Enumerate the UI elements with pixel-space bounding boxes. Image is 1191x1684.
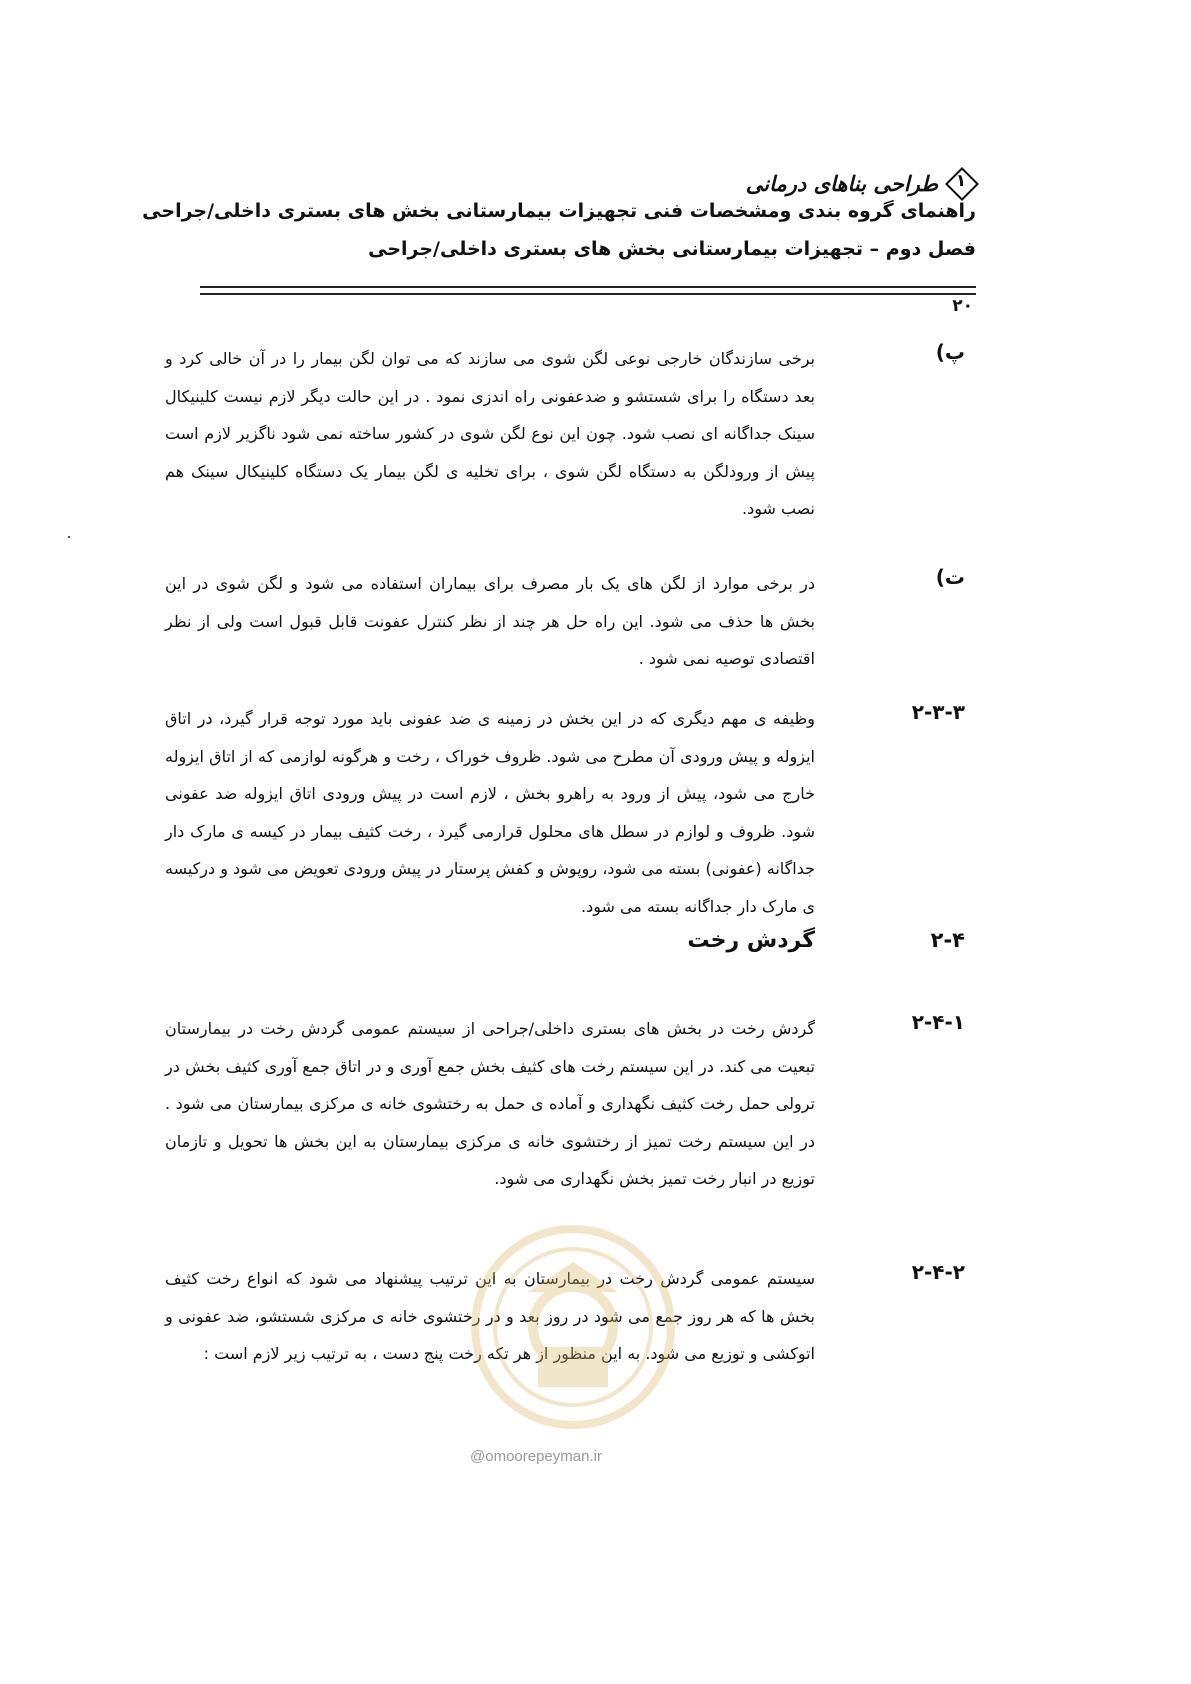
section-text: وظیفه ی مهم دیگری که در این بخش در زمینه ی ضد عفونی باید مورد توجه قرار گیرد، در اتاق ایزوله و پیش ورودی آن مطرح می شود. ظروف خوراک ، رخت و هرگونه لوازمی که از اتاق ایزوله خارج می شود، پیش از ورود به راهرو بخش ، لازم است در پیش ورودی اتاق ایزوله ضد عفونی شود. ظروف و لوازم در سطل های محلول قرارمی گیرد ، رخت کثیف بیمار در کیسه ی مارک دار جداگانه (عفونی) بسته می شود، روپوش و کفش پرستار در پیش ورودی تعویض می شود و درکیسه ی مارک دار جداگانه بسته می شود. [165, 709, 815, 916]
section-2-4-1 [165, 1010, 965, 1235]
section-p [165, 340, 965, 530]
watermark-seal-icon [468, 1222, 678, 1432]
section-label: ت) [935, 565, 965, 589]
section-text: سیستم عمومی گردش رخت در بیمارستان به این ترتیب پیشنهاد می شود که انواع رخت کثیف بخش ها که هر روز جمع می شود در روز بعد و در رختشوی خانه ی مرکزی شستشو، ضد عفونی و اتوکشی و توزیع می شود. به این منظور از هر تکه رخت پنج دست ، به ترتیب زیر لازم است : [165, 1269, 815, 1363]
book-number: ۱ [955, 171, 967, 191]
section-label: پ) [935, 340, 965, 364]
section-text: برخی سازندگان خارجی نوعی لگن شوی می سازند که می توان لگن بیمار را در آن خالی کرد و بعد دستگاه را برای شستشو و ضدعفونی راه اندزی نمود . در این حالت دیگر لازم نیست کلینیکال سینک جداگانه ای نصب شود. چون این نوع لگن شوی در کشور ساخته نمی شود ناگزیر لازم است پیش از ورودلگن به دستگاه لگن شوی ، برای تخلیه ی لگن بیمار یک دستگاه کلینیکال سینک هم نصب شود. [165, 349, 815, 518]
section-t [165, 565, 965, 680]
book-number-diamond-icon [946, 168, 976, 198]
section-label: ۲-۴-۲ [911, 1260, 965, 1284]
page-number: ۲۰ [952, 296, 973, 316]
header-title-row [746, 168, 976, 198]
scan-speck [68, 536, 70, 538]
book-title: طراحی بناهای درمانی [745, 170, 938, 196]
header-divider [200, 286, 976, 295]
section-text: در برخی موارد از لگن های یک بار مصرف برای بیماران استفاده می شود و لگن شوی در این بخش ها حذف می شود. این راه حل هر چند از نظر کنترل عفونت قابل قبول است ولی از نظر اقتصادی توصیه نمی شود . [165, 574, 815, 668]
guide-title: راهنمای گروه بندی ومشخصات فنی تجهیزات بیمارستانی بخش های بستری داخلی/جراحی [142, 200, 976, 222]
watermark-text: @omoorepeyman.ir [470, 1448, 602, 1465]
section-label: ۲-۴-۱ [911, 1010, 965, 1034]
section-text: گردش رخت در بخش های بستری داخلی/جراحی از سیستم عمومی گردش رخت در بیمارستان تبعیت می کند. در این سیستم رخت های کثیف بخش جمع آوری و در اتاق جمع آوری کثیف بخش در ترولی حمل رخت کثیف نگهداری و آماده ی حمل به رختشوی خانه ی مرکزی بیمارستان می شود . در این سیستم رخت تمیز از رختشوی خانه ی مرکزی بیمارستان به این بخش ها تحویل و تازمان توزیع در انبار رخت تمیز بخش نگهداری می شود. [165, 1019, 815, 1188]
heading-label: ۲-۴ [930, 928, 965, 952]
heading-text: گردش رخت [687, 928, 815, 953]
section-label: ۲-۳-۳ [911, 700, 965, 724]
section-heading [165, 928, 965, 968]
chapter-title: فصل دوم – تجهیزات بیمارستانی بخش های بستری داخلی/جراحی [368, 238, 976, 260]
